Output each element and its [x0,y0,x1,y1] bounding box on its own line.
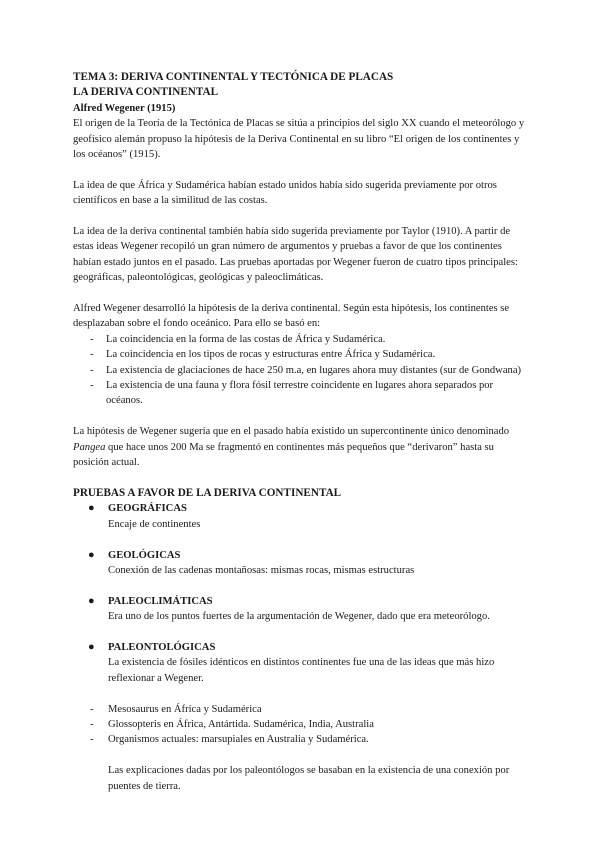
bullet-icon: ● [88,640,95,653]
bullet-title: GEOLÓGICAS [108,549,181,561]
paragraph-hypothesis: Alfred Wegener desarrolló la hipótesis de la deriva continental. Según esta hipótesis, los continentes se desplazaban sobre el fondo oceánico. Para ello se basó en: [73,303,510,330]
paragraph-origin: El origen de la Teoría de la Tectónica de Placas se sitúa a principios del siglo XX cuando el meteorólogo y geofísico alemán propuso la hipótesis de la Deriva Continental en su libro “El origen de los continentes y los océanos” (1915). [73,118,525,161]
list-item: - La coincidencia en los tipos de rocas y estructuras entre África y Sudamérica. [73,347,528,362]
bullet-text: La existencia de fósiles idénticos en distintos continentes fue una de las ideas que más hizo reflexionar a Wegener. [108,657,495,684]
bullet-text: Encaje de continentes [108,518,201,530]
list-item: - La coincidencia en la forma de las costas de África y Sudamérica. [73,332,528,347]
section-title-deriva: LA DERIVA CONTINENTAL [73,86,219,99]
bullet-paleontologicas [73,640,528,686]
paragraph-africa-sudamerica: La idea de que África y Sudamérica habían estado unidos había sido sugerida previamente por otros científicos en base a la similitud de las costas. [73,179,497,207]
fossil-list [73,702,528,748]
paragraph-pangea: La hipótesis de Wegener sugería que en el pasado había existido un supercontinente único denominado Pangea que hace unos 200 Ma se fragmentó en continentes más pequeños que “derivaron” hasta su posición actual. [73,426,510,469]
author-heading: Alfred Wegener (1915) [73,102,176,114]
bullet-paleoclimaticas [73,594,528,625]
list-item: - La existencia de una fauna y flora fósil terrestre coincidente en lugares ahora separados por océanos. [73,378,528,409]
bullet-title: PALEOCLIMÁTICAS [108,595,213,607]
pangea-term: Pangea [73,441,106,453]
bullet-geologicas [73,548,528,579]
document-body [73,70,528,794]
bullet-title: PALEONTOLÓGICAS [108,641,216,653]
section-title-pruebas: PRUEBAS A FAVOR DE LA DERIVA CONTINENTAL [73,486,342,499]
paragraph-taylor: La idea de la deriva continental también había sido sugerida previamente por Taylor (1910). A partir de estas ideas Wegener recopiló un gran número de argumentos y pruebas a favor de que los continentes habían estado juntos en el pasado. Las pruebas aportadas por Wegener fueron de cuatro tipos principales: geográficas, paleontológicas, geológicas y paleoclimáticas. [73,226,518,284]
bullet-geograficas [73,501,528,532]
bullet-icon: ● [88,548,95,561]
list-item: - Glossopteris en África, Antártida. Sudamérica, India, Australia [73,717,528,732]
bullet-text: Conexión de las cadenas montañosas: mismas rocas, mismas estructuras [108,564,415,576]
list-item: - La existencia de glaciaciones de hace 250 m.a, en lugares ahora muy distantes (sur de Gondwana) [73,363,528,378]
list-item: - Mesosaurus en África y Sudamérica [73,702,528,717]
bullet-icon: ● [88,502,95,515]
list-item: - Organismos actuales: marsupiales en Australia y Sudamérica. [73,732,528,747]
bullet-icon: ● [88,594,95,607]
document-title: TEMA 3: DERIVA CONTINENTAL Y TECTÓNICA DE PLACAS [73,71,394,83]
bullet-title: GEOGRÁFICAS [108,503,187,515]
paragraph-puentes: Las explicaciones dadas por los paleontólogos se basaban en la existencia de una conexión por puentes de tierra. [108,765,510,792]
bullet-text: Era uno de los puntos fuertes de la argumentación de Wegener, dado que era meteorólogo. [108,611,490,623]
evidence-list [73,332,528,409]
